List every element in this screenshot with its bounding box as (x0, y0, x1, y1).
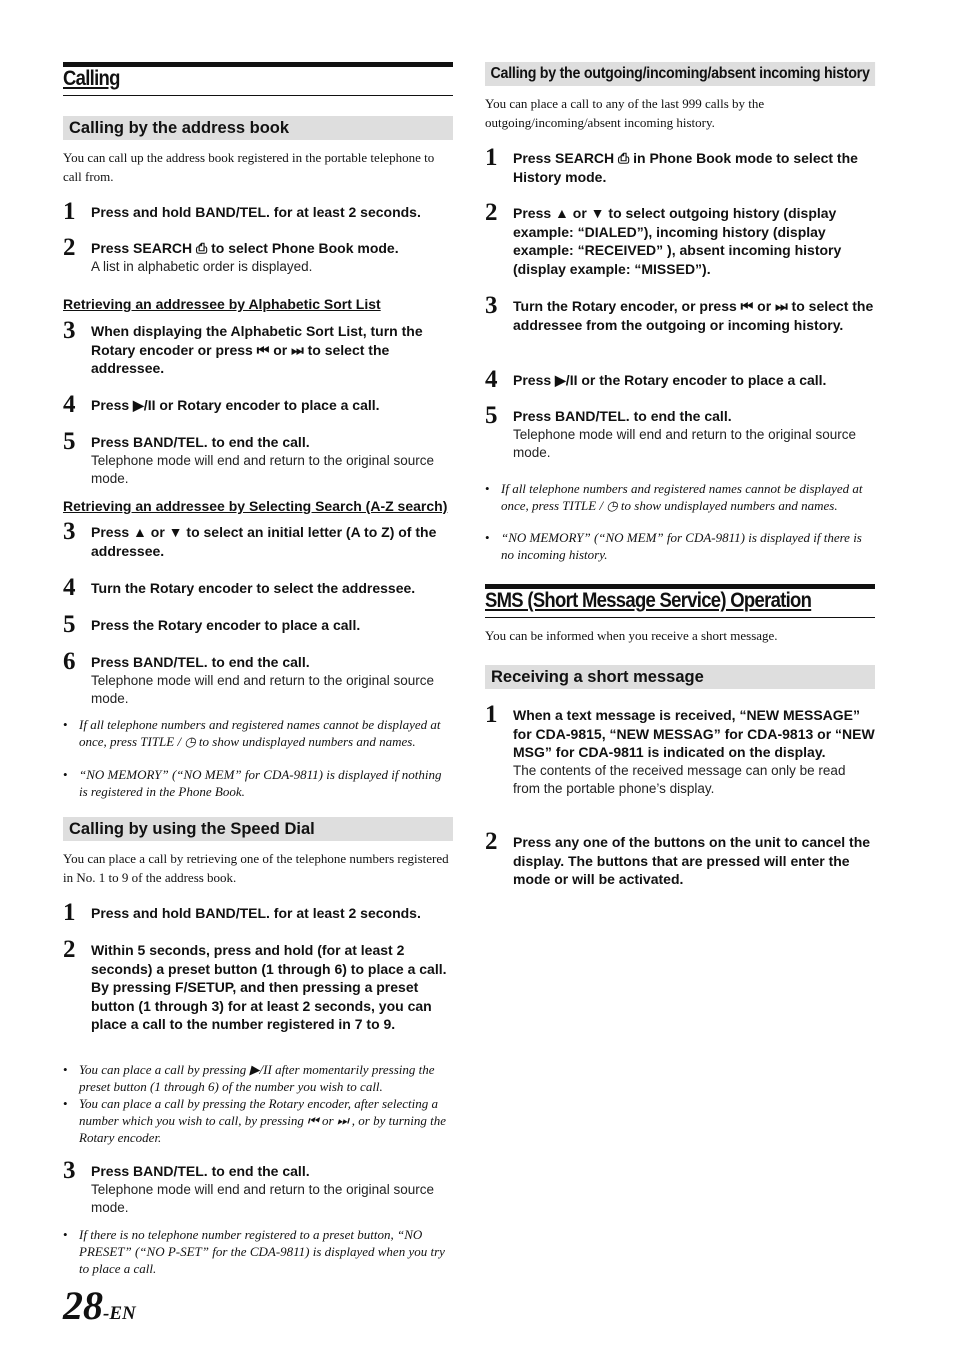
step-text: Press BAND/TEL. to end the call. (91, 1163, 310, 1179)
section-rule (63, 95, 453, 96)
step-number: 1 (63, 198, 76, 225)
step-history-5 (485, 402, 875, 462)
step-description: The contents of the received message can only be read from the portable phone’s display. (513, 762, 846, 796)
step-number: 6 (63, 648, 76, 675)
step-number: 3 (485, 292, 498, 319)
note-item: • If all telephone numbers and registered names cannot be displayed at once, press TITLE / ◷ to show undisplayed numbers and names. (63, 716, 453, 750)
step-text: Press ▲ or ▼ to select outgoing history (display example: “DIALED”), incoming history (display example: “RECEIVED” ), absent incoming history (display example: “MISSED”). (513, 205, 842, 277)
step-search-3 (63, 518, 453, 560)
heading-alphabetic-sort: Retrieving an addressee by Alphabetic Sort List (63, 296, 381, 312)
step-text: Press ▶/II or the Rotary encoder to place a call. (513, 372, 827, 388)
step-sms-1 (485, 701, 875, 798)
step-address-2 (63, 234, 453, 276)
step-number: 4 (485, 366, 498, 393)
step-number: 3 (63, 317, 76, 344)
step-address-1 (63, 198, 453, 225)
step-number: 2 (485, 199, 498, 226)
step-text: Press ▶/II or Rotary encoder to place a call. (91, 397, 380, 413)
step-text: Press any one of the buttons on the unit to cancel the display. The buttons that are pressed will enter the mode or will be activated. (513, 834, 871, 887)
step-alpha-3 (63, 317, 453, 378)
step-number: 2 (63, 234, 76, 261)
step-number: 4 (63, 574, 76, 601)
step-number: 1 (485, 144, 498, 171)
step-text: Turn the Rotary encoder, or press ⏮ or ⏭ to select the addressee from the outgoing or incoming history. (513, 298, 874, 333)
step-description: Telephone mode will end and return to the original source mode. (513, 426, 856, 460)
intro-history: You can place a call to any of the last 999 calls by the outgoing/incoming/absent incoming history. (485, 96, 765, 130)
step-speed-2 (63, 936, 453, 1034)
step-number: 3 (63, 1157, 76, 1184)
note-text: If all telephone numbers and registered names cannot be displayed at once, press TITLE / ◷ to show undisplayed numbers and names. (79, 717, 441, 749)
step-number: 2 (63, 936, 76, 963)
step-text-continued: By pressing F/SETUP, and then pressing a preset button (1 through 3) for at least 2 seconds, you can place a call to the number registered in 7 to 9. (91, 979, 432, 1032)
step-search-4 (63, 574, 453, 601)
intro-speed-dial: You can place a call by retrieving one of the telephone numbers registered in No. 1 to 9 of the address book. (63, 851, 449, 885)
page-number-suffix: -EN (103, 1303, 136, 1324)
step-search-6 (63, 648, 453, 708)
step-text: Press and hold BAND/TEL. for at least 2 seconds. (91, 905, 421, 921)
note-text: If all telephone numbers and registered names cannot be displayed at once, press TITLE / ◷ to show undisplayed numbers and names. (501, 481, 863, 513)
section-rule (485, 617, 875, 618)
note-text: If there is no telephone number registered to a preset button, “NO PRESET” (“NO P-SET” for the CDA-9811) is displayed when you try to place a call. (79, 1227, 445, 1276)
step-history-4 (485, 366, 875, 393)
note-item: • If there is no telephone number registered to a preset button, “NO PRESET” (“NO P-SET” for the CDA-9811) is displayed when you try to place a call. (63, 1226, 453, 1277)
step-search-5 (63, 611, 453, 638)
step-alpha-5 (63, 428, 453, 488)
step-history-1 (485, 144, 875, 186)
step-number: 3 (63, 518, 76, 545)
step-description: Telephone mode will end and return to the original source mode. (91, 452, 434, 486)
step-number: 5 (485, 402, 498, 429)
step-text: When displaying the Alphabetic Sort List, turn the Rotary encoder or press ⏮ or ⏭ to select the addressee. (91, 323, 423, 376)
note-item: • You can place a call by pressing the Rotary encoder, after selecting a number which you wish to call, by pressing ⏮ or ⏭ , or by turning the Rotary encoder. (63, 1095, 453, 1146)
step-speed-1 (63, 899, 453, 926)
heading-a-z-search: Retrieving an addressee by Selecting Search (A-Z search) (63, 498, 448, 514)
step-text: When a text message is received, “NEW MESSAGE” for CDA-9815, “NEW MESSAG” for CDA-9813 or “NEW MSG” for CDA-9811 is indicated on the display. (513, 707, 875, 760)
note-item: • If all telephone numbers and registered names cannot be displayed at once, press TITLE / ◷ to show undisplayed numbers and names. (485, 480, 875, 514)
step-number: 5 (63, 428, 76, 455)
subheading-speed-dial: Calling by using the Speed Dial (63, 817, 453, 841)
section-title-sms: SMS (Short Message Service) Operation (485, 589, 812, 612)
note-text: “NO MEMORY” (“NO MEM” for CDA-9811) is displayed if there is no incoming history. (501, 530, 862, 562)
step-history-2 (485, 199, 875, 278)
step-text: Within 5 seconds, press and hold (for at least 2 seconds) a preset button (1 through 6) to place a call. (91, 942, 447, 977)
step-text: Press the Rotary encoder to place a call. (91, 617, 361, 633)
note-item: • “NO MEMORY” (“NO MEM” for CDA-9811) is displayed if nothing is registered in the Phone Book. (63, 766, 453, 800)
step-text: Turn the Rotary encoder to select the addressee. (91, 580, 416, 596)
step-text: Press SEARCH ⎙ to select Phone Book mode. (91, 240, 399, 256)
note-item: • “NO MEMORY” (“NO MEM” for CDA-9811) is displayed if there is no incoming history. (485, 529, 875, 563)
step-text: Press SEARCH ⎙ in Phone Book mode to select the History mode. (513, 150, 858, 185)
step-number: 1 (63, 899, 76, 926)
page-number (63, 1282, 136, 1329)
note-text: You can place a call by pressing the Rotary encoder, after selecting a number which you wish to call, by pressing ⏮ or ⏭ , or by turning the Rotary encoder. (79, 1096, 447, 1145)
subheading-address-book: Calling by the address book (63, 116, 453, 140)
step-alpha-4 (63, 391, 453, 418)
step-number: 1 (485, 701, 498, 728)
page-number-value: 28 (63, 1283, 103, 1328)
step-text: Press and hold BAND/TEL. for at least 2 seconds. (91, 204, 421, 220)
note-item: • You can place a call by pressing ▶/II after momentarily pressing the preset button (1 through 6) of the number you wish to call. (63, 1061, 453, 1095)
subheading-receiving: Receiving a short message (485, 665, 875, 689)
step-text: Press BAND/TEL. to end the call. (91, 654, 310, 670)
section-title-calling: Calling (63, 67, 120, 90)
step-history-3 (485, 292, 875, 334)
step-description: Telephone mode will end and return to the original source mode. (91, 672, 434, 706)
subheading-history: Calling by the outgoing/incoming/absent incoming history (485, 62, 875, 86)
step-number: 5 (63, 611, 76, 638)
step-text: Press ▲ or ▼ to select an initial letter (A to Z) of the addressee. (91, 524, 437, 559)
step-speed-3 (63, 1157, 453, 1217)
note-text: You can place a call by pressing ▶/II after momentarily pressing the preset button (1 through 6) of the number you wish to call. (79, 1062, 435, 1094)
step-number: 4 (63, 391, 76, 418)
step-description: Telephone mode will end and return to the original source mode. (91, 1181, 434, 1215)
note-text: “NO MEMORY” (“NO MEM” for CDA-9811) is displayed if nothing is registered in the Phone Book. (79, 767, 442, 799)
intro-address-book: You can call up the address book registered in the portable telephone to call from. (63, 150, 435, 184)
intro-sms: You can be informed when you receive a short message. (485, 628, 778, 643)
step-text: Press BAND/TEL. to end the call. (513, 408, 732, 424)
step-text: Press BAND/TEL. to end the call. (91, 434, 310, 450)
step-number: 2 (485, 828, 498, 855)
step-description: A list in alphabetic order is displayed. (91, 258, 313, 274)
step-sms-2 (485, 828, 875, 889)
